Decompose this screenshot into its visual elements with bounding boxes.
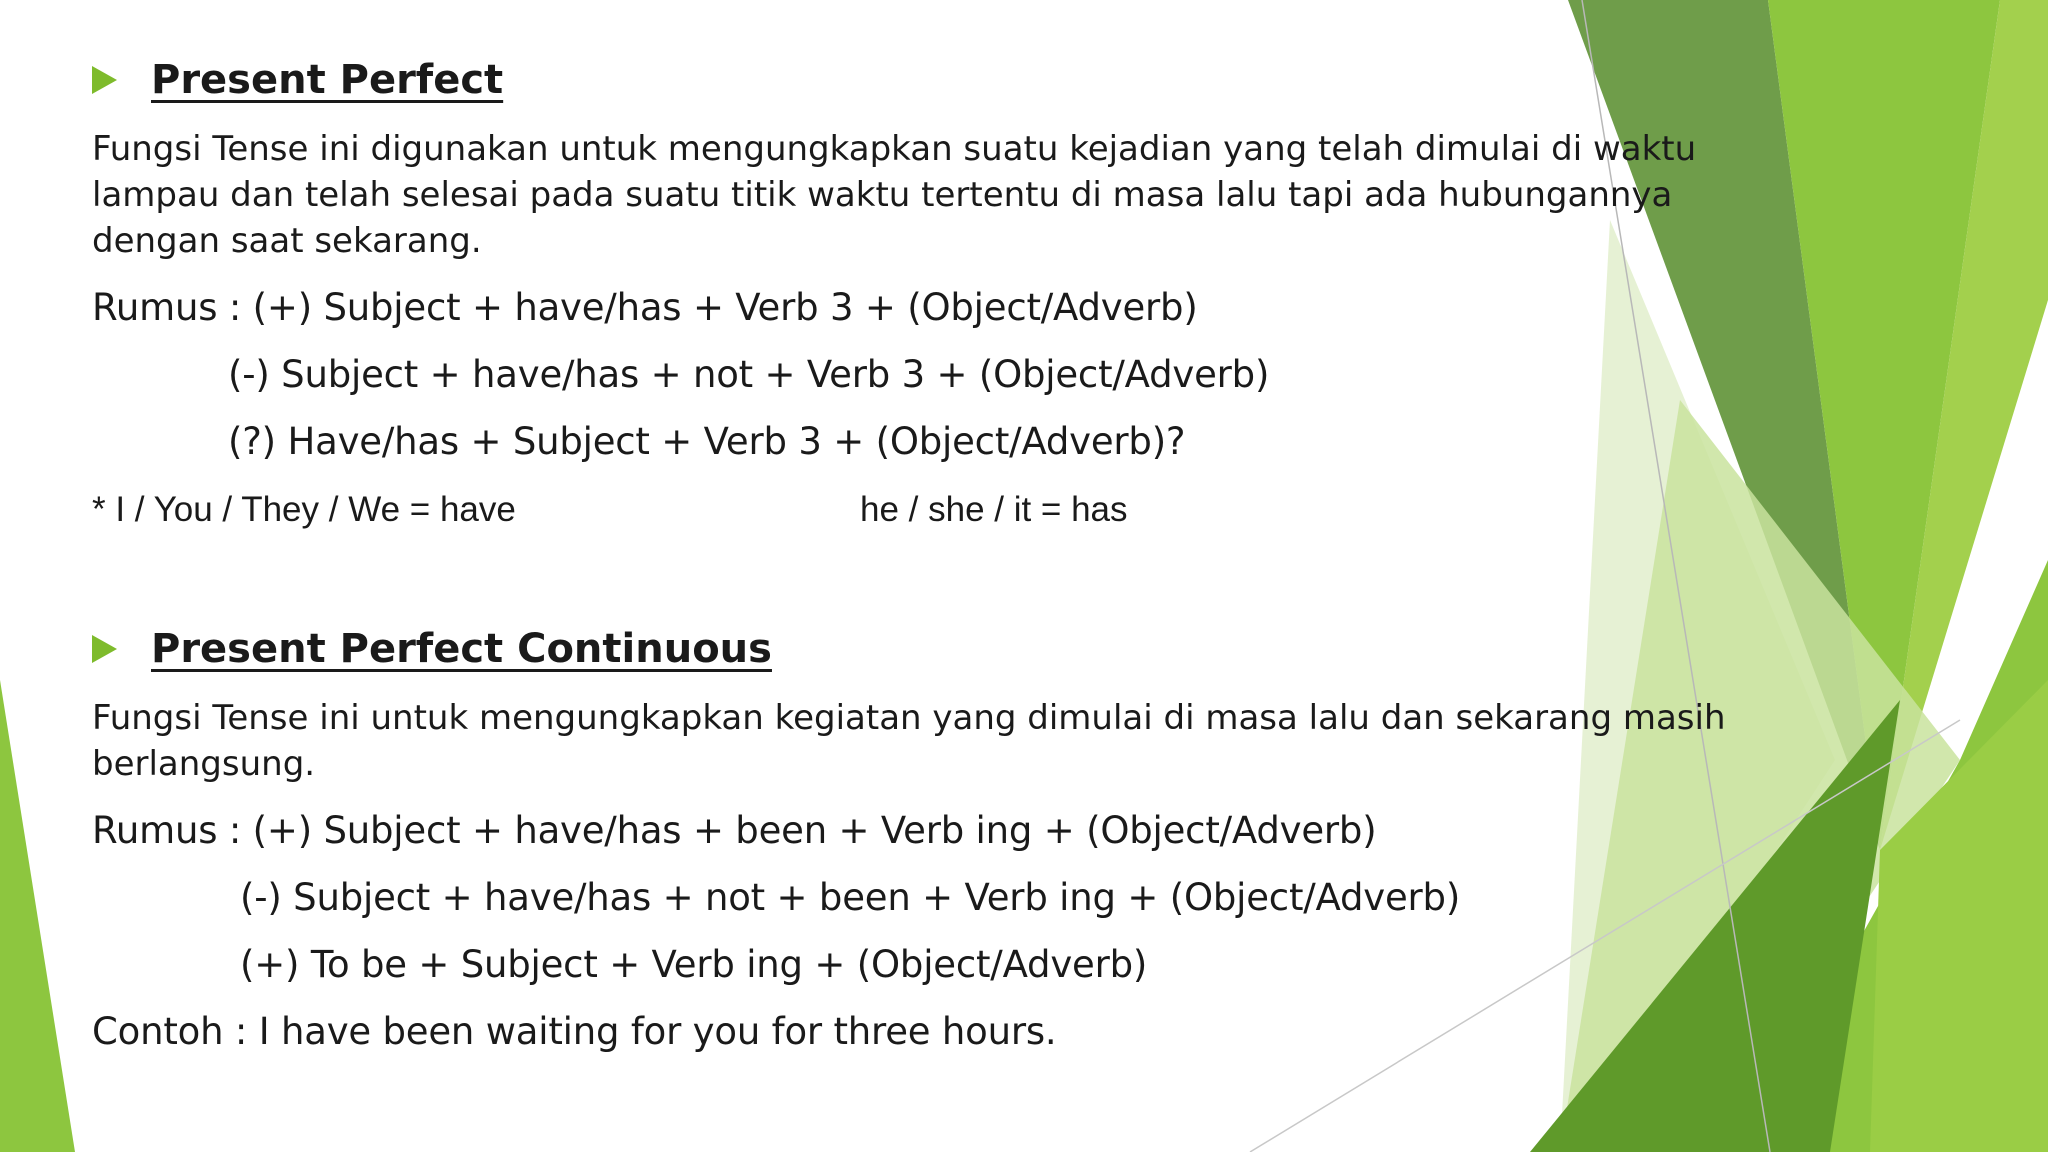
section1-note-right: he / she / it = has	[860, 490, 1128, 529]
section1-note-left: * I / You / They / We = have	[92, 490, 516, 529]
section1-formula-question: (?) Have/has + Subject + Verb 3 + (Object/Adverb)?	[228, 420, 1186, 463]
section2-example: Contoh : I have been waiting for you for three hours.	[92, 1010, 1057, 1053]
section2-heading-row	[92, 626, 772, 672]
section2-description: Fungsi Tense ini untuk mengungkapkan kegiatan yang dimulai di masa lalu dan sekarang masih berlangsung.	[92, 698, 1726, 784]
section2-heading: Present Perfect Continuous	[151, 626, 772, 672]
section1-formula-negative: (-) Subject + have/has + not + Verb 3 + (Object/Adverb)	[228, 353, 1270, 396]
section1-description: Fungsi Tense ini digunakan untuk mengungkapkan suatu kejadian yang telah dimulai di waktu lampau dan telah selesai pada suatu titik waktu tertentu di masa lalu tapi ada hubungannya dengan saat sekarang.	[92, 129, 1697, 261]
section1-heading-row	[92, 57, 503, 103]
triangle-right-icon	[92, 66, 117, 94]
section2-formula-question: (+) To be + Subject + Verb ing + (Object/Adverb)	[240, 943, 1148, 986]
section1-heading: Present Perfect	[151, 57, 504, 103]
section2-formula-positive: Rumus : (+) Subject + have/has + been + Verb ing + (Object/Adverb)	[92, 809, 1377, 852]
section2-formula-negative: (-) Subject + have/has + not + been + Verb ing + (Object/Adverb)	[240, 876, 1461, 919]
section1-formula-positive: Rumus : (+) Subject + have/has + Verb 3 + (Object/Adverb)	[92, 286, 1198, 329]
triangle-right-icon	[92, 635, 117, 663]
